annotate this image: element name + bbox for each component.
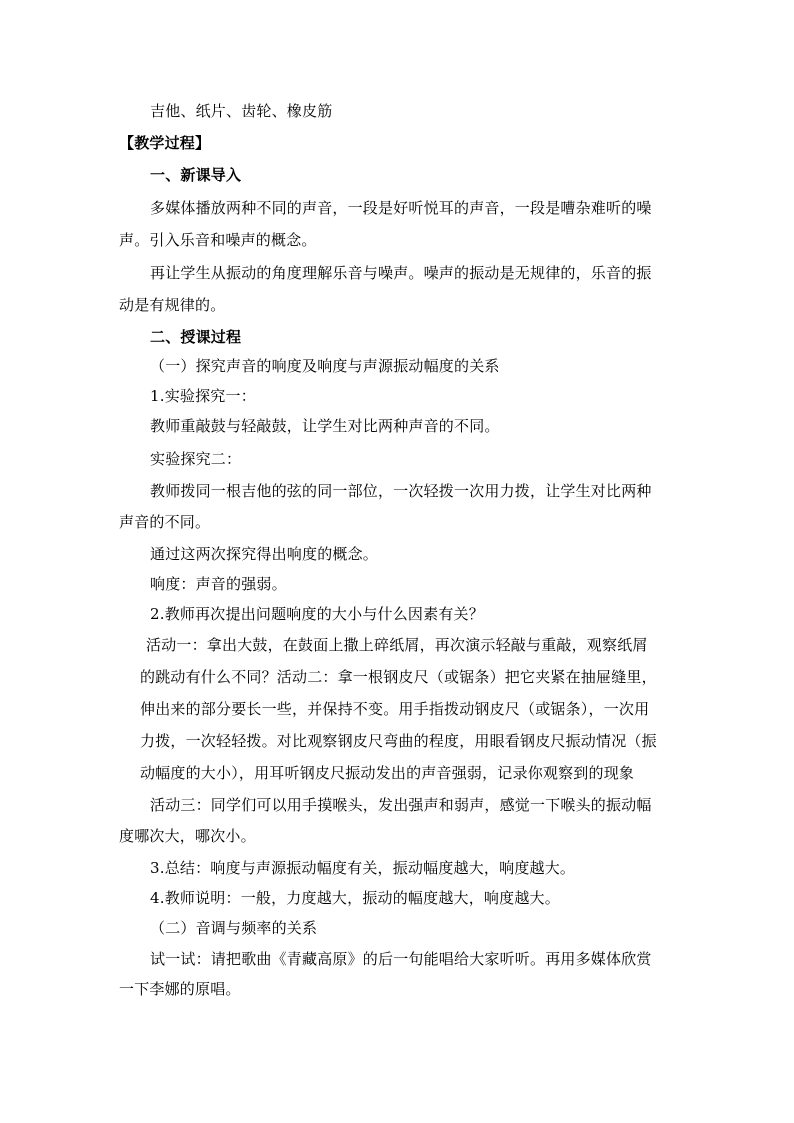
paragraph-line: 响度：声音的强弱。	[150, 575, 287, 593]
subheading-lecture-process: 二、授课过程	[150, 328, 242, 346]
paragraph-line: 实验探究二：	[150, 450, 242, 468]
paragraph-line: 1.实验探究一：	[150, 387, 256, 405]
paragraph-line: 再让学生从振动的角度理解乐音与噪声。噪声的振动是无规律的，乐音的振	[150, 264, 652, 282]
paragraph-line: 声。引入乐音和噪声的概念。	[119, 231, 317, 249]
subheading-new-lesson-intro: 一、新课导入	[150, 166, 242, 184]
paragraph-line: 2.教师再次提出问题响度的大小与什么因素有关？	[150, 605, 484, 623]
subsection-heading-loudness: （一）探究声音的响度及响度与声源振动幅度的关系	[150, 357, 500, 375]
paragraph-line: 活动三：同学们可以用手摸喉头，发出强声和弱声，感觉一下喉头的振动幅	[150, 796, 652, 814]
materials-line: 吉他、纸片、齿轮、橡皮筋	[150, 102, 333, 120]
paragraph-line: 动是有规律的。	[119, 296, 226, 314]
paragraph-line: 教师拨同一根吉他的弦的同一部位，一次轻拨一次用力拨，让学生对比两种	[150, 482, 652, 500]
paragraph-line: 4.教师说明：一般，力度越大，振动的幅度越大，响度越大。	[150, 889, 560, 907]
paragraph-line: 教师重敲鼓与轻敲鼓，让学生对比两种声音的不同。	[150, 417, 500, 435]
paragraph-line: 的跳动有什么不同？活动二：拿一根钢皮尺（或锯条）把它夹紧在抽屉缝里，	[140, 668, 657, 686]
section-heading-teaching-process: 【教学过程】	[119, 134, 211, 152]
paragraph-line: 度哪次大，哪次小。	[119, 827, 256, 845]
paragraph-line: 多媒体播放两种不同的声音，一段是好听悦耳的声音，一段是嘈杂难听的噪	[150, 199, 652, 217]
paragraph-line: 3.总结：响度与声源振动幅度有关，振动幅度越大，响度越大。	[150, 859, 576, 877]
paragraph-line: 试一试：请把歌曲《青藏高原》的后一句能唱给大家听听。再用多媒体欣赏	[150, 950, 652, 968]
paragraph-line: 声音的不同。	[119, 513, 211, 531]
paragraph-line: 活动一：拿出大鼓，在鼓面上撒上碎纸屑，再次演示轻敲与重敲，观察纸屑	[146, 636, 648, 654]
paragraph-line: 一下李娜的原唱。	[119, 980, 241, 998]
paragraph-line: 通过这两次探究得出响度的概念。	[150, 545, 379, 563]
subsection-heading-pitch-frequency: （二）音调与频率的关系	[150, 919, 318, 937]
paragraph-line: 动幅度的大小），用耳听钢皮尺振动发出的声音强弱，记录你观察到的现象	[140, 764, 635, 782]
paragraph-line: 力拨，一次轻轻拨。对比观察钢皮尺弯曲的程度，用眼看钢皮尺振动情况（振	[140, 732, 657, 750]
paragraph-line: 伸出来的部分要长一些，并保持不变。用手指拨动钢皮尺（或锯条），一次用	[140, 700, 650, 718]
